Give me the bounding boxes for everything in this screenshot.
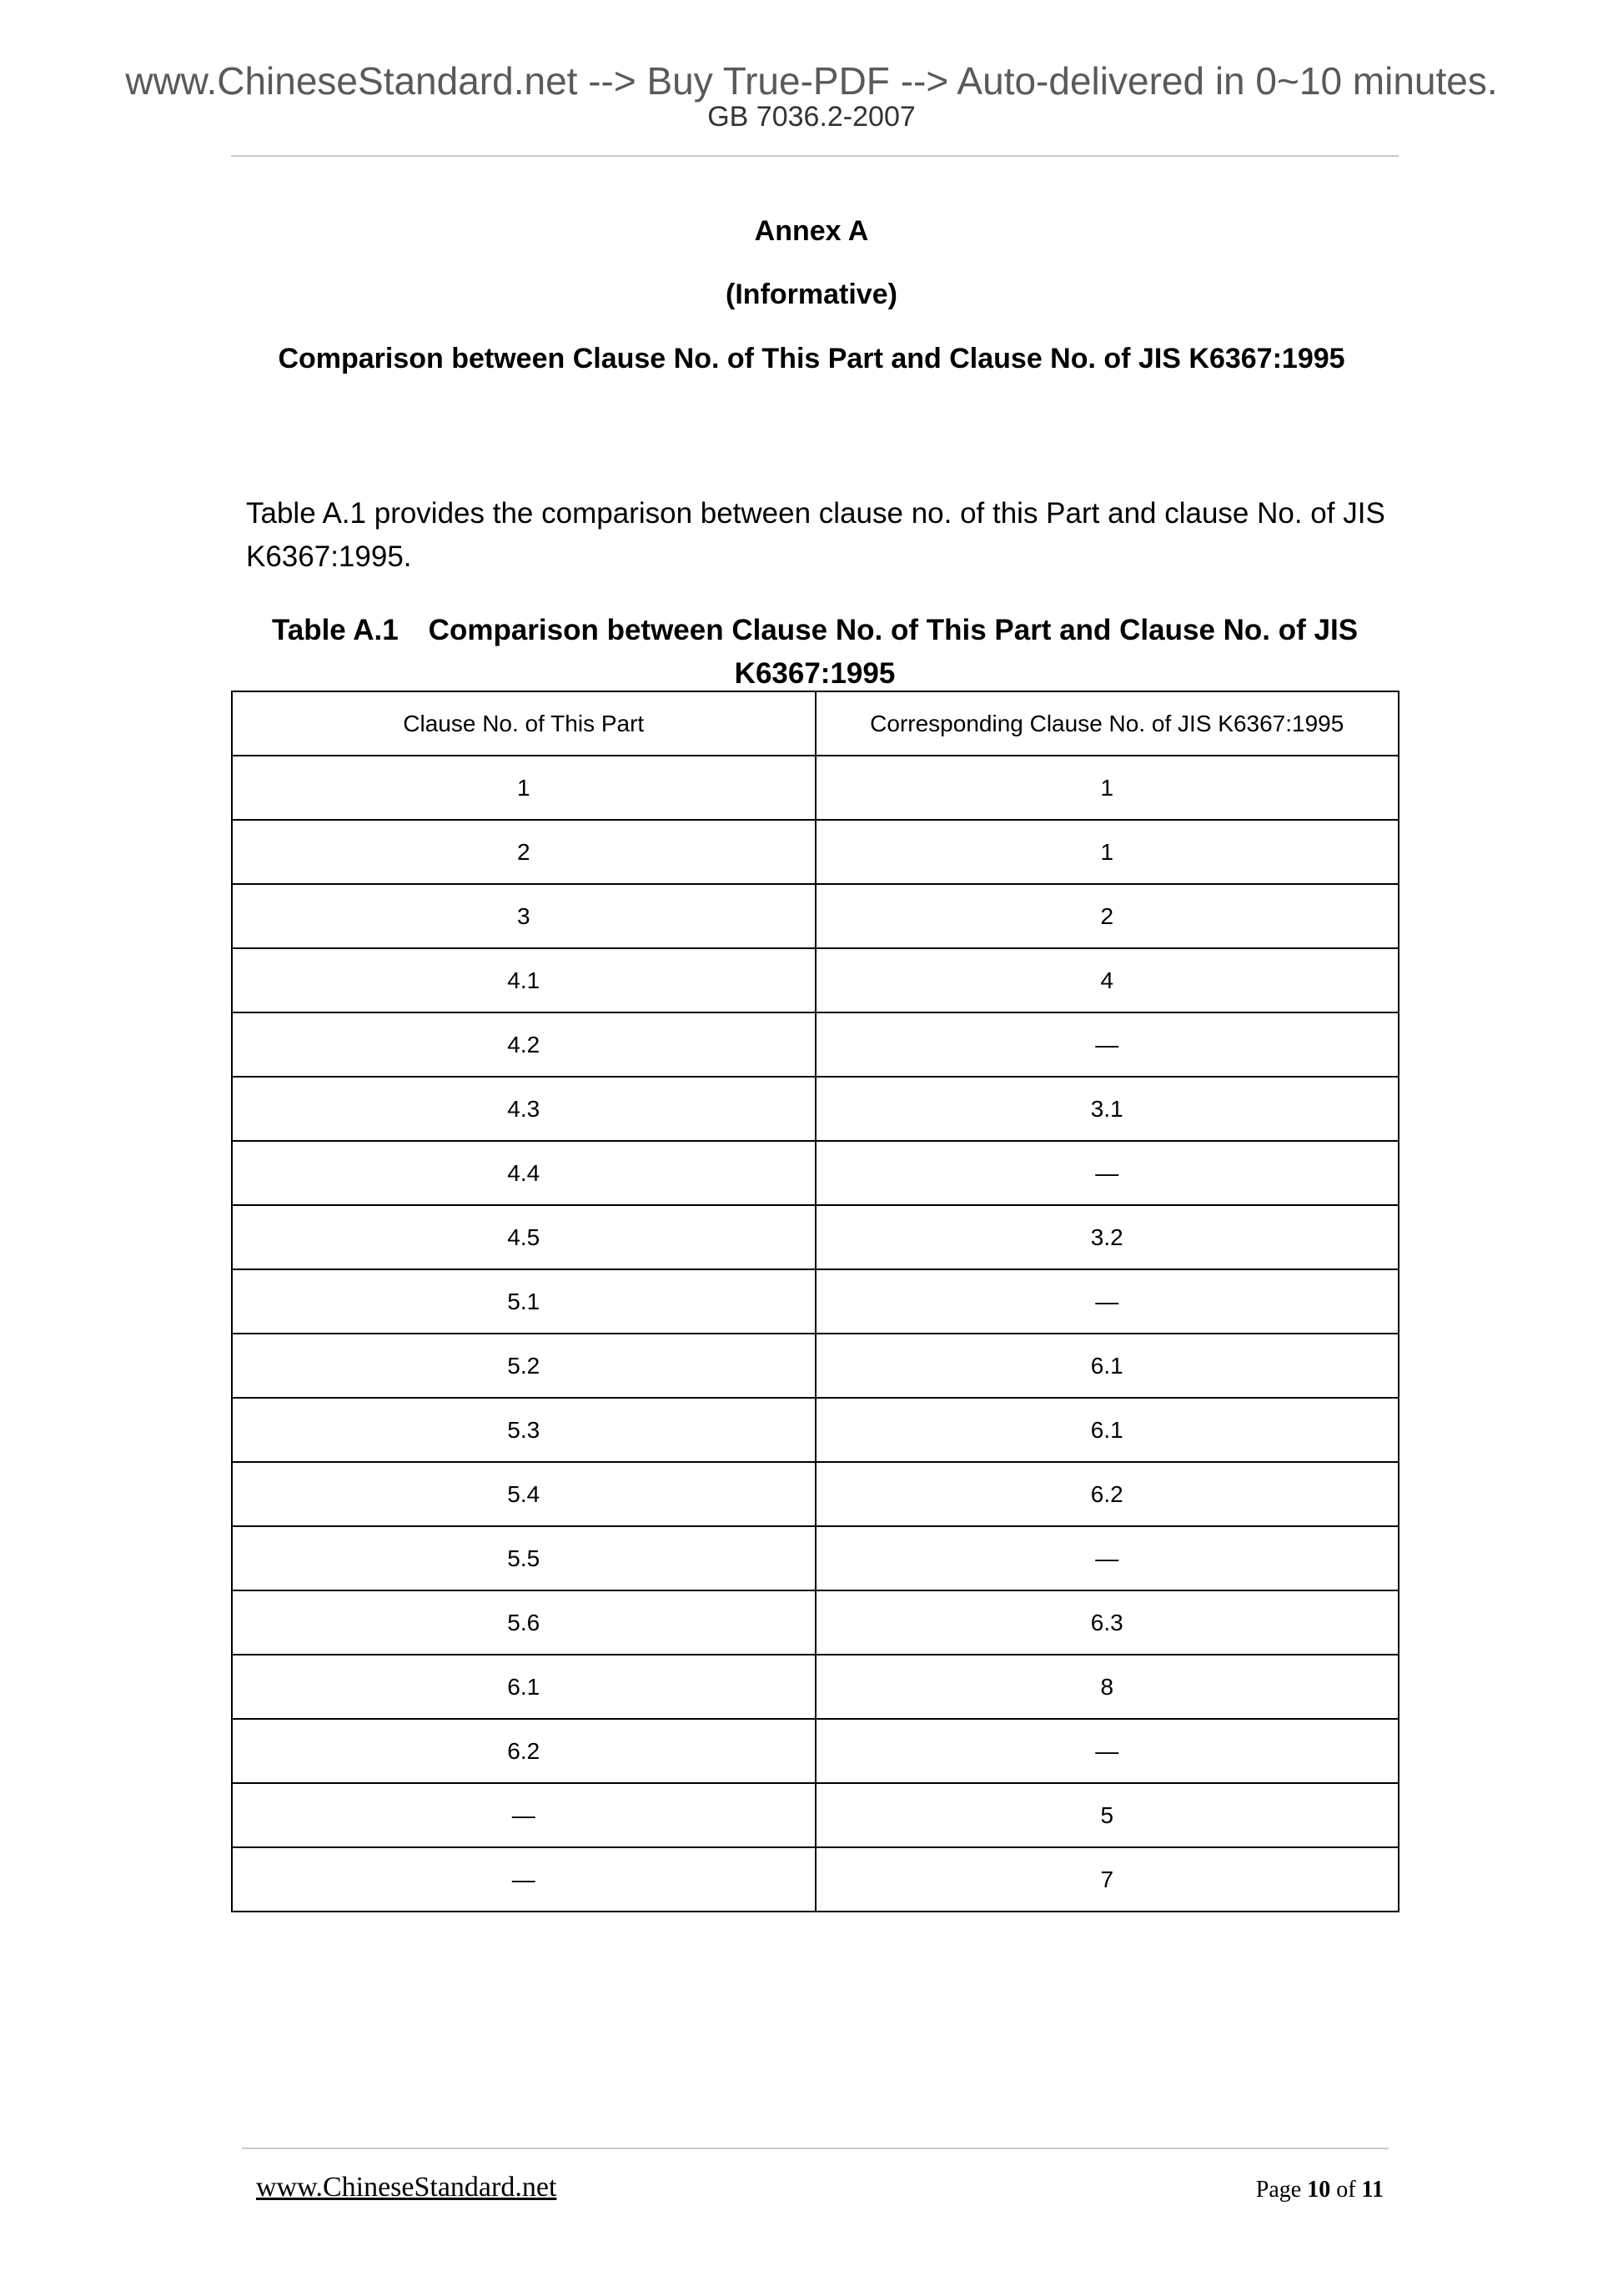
annex-subtitle: (Informative) [726, 279, 897, 310]
table-caption-label: Table A.1 [271, 614, 399, 646]
table-row [232, 884, 1399, 948]
table-caption-text: Comparison between Clause No. of This Part and Clause No. of JIS K6367:1995 [428, 614, 1359, 690]
standard-code: GB 7036.2-2007 [707, 101, 916, 133]
clause-this-part-cell: 2 [232, 820, 816, 884]
clause-this-part-cell: 5.6 [232, 1590, 816, 1655]
clause-this-part-cell: 4.1 [232, 948, 816, 1012]
clause-this-part-cell: 4.4 [232, 1141, 816, 1205]
clause-jis-cell: 3.1 [816, 1077, 1399, 1141]
table-row [232, 1012, 1399, 1077]
clause-jis-cell: — [816, 1526, 1399, 1590]
clause-jis-cell: 7 [816, 1847, 1399, 1912]
comparison-table [231, 691, 1399, 1912]
clause-jis-cell: — [816, 1719, 1399, 1783]
page-prefix: Page [1255, 2177, 1302, 2203]
clause-this-part-cell: 4.2 [232, 1012, 816, 1077]
table-row [232, 1719, 1399, 1783]
page-of: of [1336, 2177, 1356, 2203]
clause-jis-cell: 5 [816, 1783, 1399, 1847]
clause-this-part-cell: 5.3 [232, 1398, 816, 1462]
table-row [232, 756, 1399, 820]
annex-heading: Comparison between Clause No. of This Part and Clause No. of JIS K6367:1995 [278, 343, 1345, 374]
clause-jis-cell: — [816, 1012, 1399, 1077]
table-row [232, 820, 1399, 884]
clause-this-part-cell: 6.2 [232, 1719, 816, 1783]
footer-website-link[interactable]: www.ChineseStandard.net [256, 2172, 557, 2203]
clause-this-part-cell: — [232, 1847, 816, 1912]
footer-divider [242, 2148, 1389, 2149]
clause-this-part-cell: 6.1 [232, 1655, 816, 1719]
table-row [232, 1077, 1399, 1141]
clause-jis-cell: 4 [816, 948, 1399, 1012]
clause-jis-cell: 3.2 [816, 1205, 1399, 1269]
clause-jis-cell: 6.3 [816, 1590, 1399, 1655]
clause-jis-cell: 6.1 [816, 1398, 1399, 1462]
clause-jis-cell: 8 [816, 1655, 1399, 1719]
header-divider [231, 155, 1399, 157]
table-row [232, 1398, 1399, 1462]
column-header-this-part: Clause No. of This Part [232, 691, 816, 756]
table-row [232, 1847, 1399, 1912]
page-number [1256, 2178, 1384, 2202]
clause-this-part-cell: 1 [232, 756, 816, 820]
table-row [232, 1141, 1399, 1205]
table-row [232, 1269, 1399, 1334]
table-row [232, 1783, 1399, 1847]
table-header-row [232, 691, 1399, 756]
clause-this-part-cell: 5.4 [232, 1462, 816, 1526]
clause-jis-cell: 6.2 [816, 1462, 1399, 1526]
table-caption [231, 609, 1399, 696]
table-row [232, 1655, 1399, 1719]
table-row [232, 1205, 1399, 1269]
page-current: 10 [1307, 2177, 1331, 2203]
table-row [232, 1526, 1399, 1590]
clause-jis-cell: 2 [816, 884, 1399, 948]
table-row [232, 1462, 1399, 1526]
page-total: 11 [1361, 2177, 1384, 2203]
clause-this-part-cell: 5.5 [232, 1526, 816, 1590]
table-body [232, 756, 1399, 1912]
clause-jis-cell: — [816, 1141, 1399, 1205]
table-row [232, 1590, 1399, 1655]
clause-this-part-cell: 5.1 [232, 1269, 816, 1334]
clause-jis-cell: — [816, 1269, 1399, 1334]
table-row [232, 1334, 1399, 1398]
table-row [232, 948, 1399, 1012]
annex-title: Annex A [754, 215, 869, 247]
clause-jis-cell: 1 [816, 756, 1399, 820]
source-banner: www.ChineseStandard.net --> Buy True-PDF --> Auto-delivered in 0~10 minutes. [125, 59, 1498, 103]
column-header-jis: Corresponding Clause No. of JIS K6367:1995 [816, 691, 1399, 756]
clause-this-part-cell: — [232, 1783, 816, 1847]
clause-jis-cell: 1 [816, 820, 1399, 884]
clause-this-part-cell: 4.5 [232, 1205, 816, 1269]
clause-jis-cell: 6.1 [816, 1334, 1399, 1398]
clause-this-part-cell: 3 [232, 884, 816, 948]
clause-this-part-cell: 4.3 [232, 1077, 816, 1141]
clause-this-part-cell: 5.2 [232, 1334, 816, 1398]
intro-paragraph: Table A.1 provides the comparison between clause no. of this Part and clause No. of JIS K6367:1995. [246, 497, 1385, 573]
